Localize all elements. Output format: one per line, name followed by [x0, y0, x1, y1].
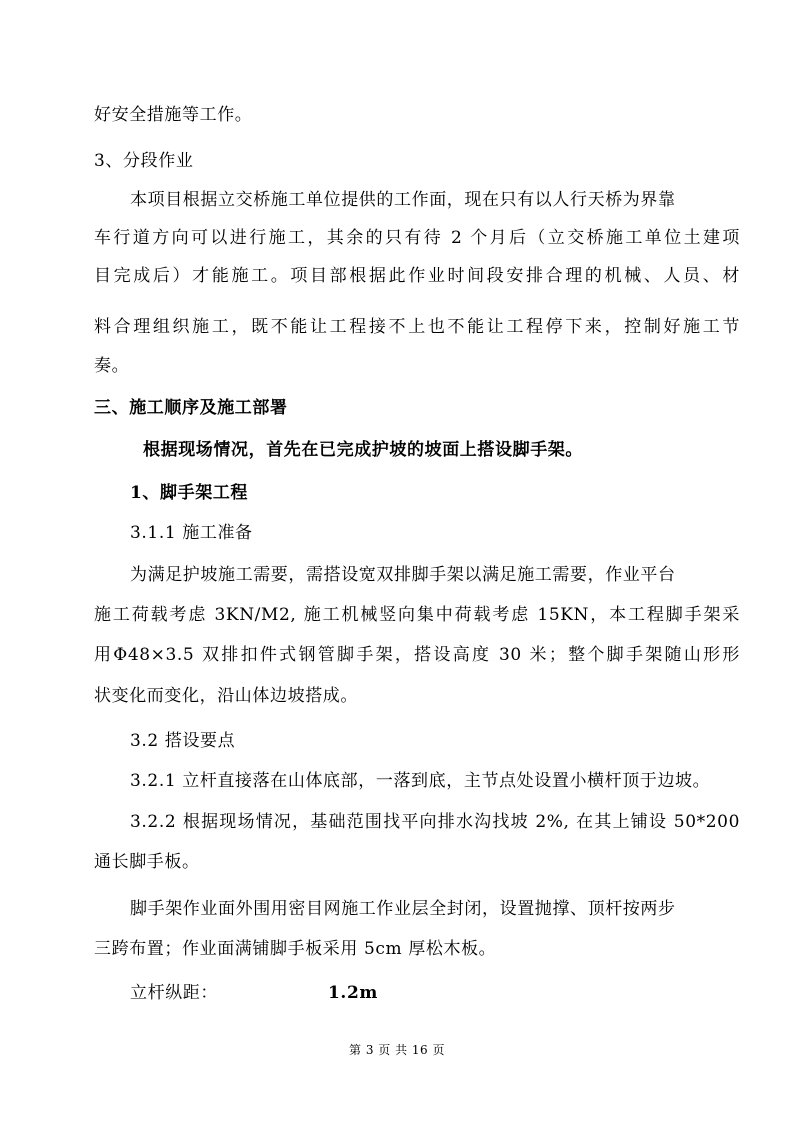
- page-footer: 第 3 页 共 16 页: [349, 1043, 445, 1057]
- paragraph-line: 用Φ48×3.5 双排扣件式钢管脚手架，搭设高度 30 米；整个脚手架随山形形: [94, 645, 740, 665]
- paragraph-line: 好安全措施等工作。: [94, 105, 253, 125]
- clause-3-2-1: 3.2.1 立杆直接落在山体底部，一落到底，主节点处设置小横杆顶于边坡。: [130, 771, 711, 791]
- paragraph-line: 状变化而变化，沿山体边坡搭成。: [94, 686, 358, 706]
- section-heading: 三、施工顺序及施工部署: [94, 398, 288, 418]
- paragraph-line: 车行道方向可以进行施工，其余的只有待 2 个月后（立交桥施工单位土建项: [94, 228, 740, 248]
- spacing-row: [130, 983, 378, 1003]
- subheading-erection-points: 3.2 搭设要点: [130, 731, 236, 751]
- subheading-scaffold: 1、脚手架工程: [130, 483, 249, 503]
- paragraph-line: 脚手架作业面外围用密目网施工作业层全封闭，设置抛撑、顶杆按两步: [130, 899, 676, 919]
- subheading-preparation: 3.1.1 施工准备: [130, 523, 253, 543]
- paragraph-line: 通长脚手板。: [94, 852, 200, 872]
- subheading-segmented-work: 3、分段作业: [94, 151, 194, 171]
- paragraph-line: 为满足护坡施工需要，需搭设宽双排脚手架以满足施工需要，作业平台: [130, 565, 676, 585]
- paragraph-line: 本项目根据立交桥施工单位提供的工作面，现在只有以人行天桥为界靠: [130, 190, 676, 210]
- paragraph-line: 三跨布置；作业面满铺脚手板采用 5cm 厚松木板。: [94, 939, 497, 959]
- paragraph-line: 料合理组织施工，既不能让工程接不上也不能让工程停下来，控制好施工节: [94, 317, 740, 337]
- paragraph-line: 目完成后）才能施工。项目部根据此作业时间段安排合理的机械、人员、材: [94, 266, 740, 286]
- intro-sentence: 根据现场情况，首先在已完成护坡的坡面上搭设脚手架。: [143, 440, 583, 460]
- paragraph-line: 奏。: [94, 356, 130, 376]
- paragraph-line: 施工荷载考虑 3KN/M2, 施工机械竖向集中荷载考虑 15KN，本工程脚手架采: [94, 605, 740, 625]
- spacing-label: 立杆纵距：: [130, 983, 218, 1003]
- clause-3-2-2: 3.2.2 根据现场情况，基础范围找平向排水沟找坡 2%, 在其上铺设 50*200: [130, 812, 740, 832]
- spacing-value: 1.2m: [328, 983, 378, 1003]
